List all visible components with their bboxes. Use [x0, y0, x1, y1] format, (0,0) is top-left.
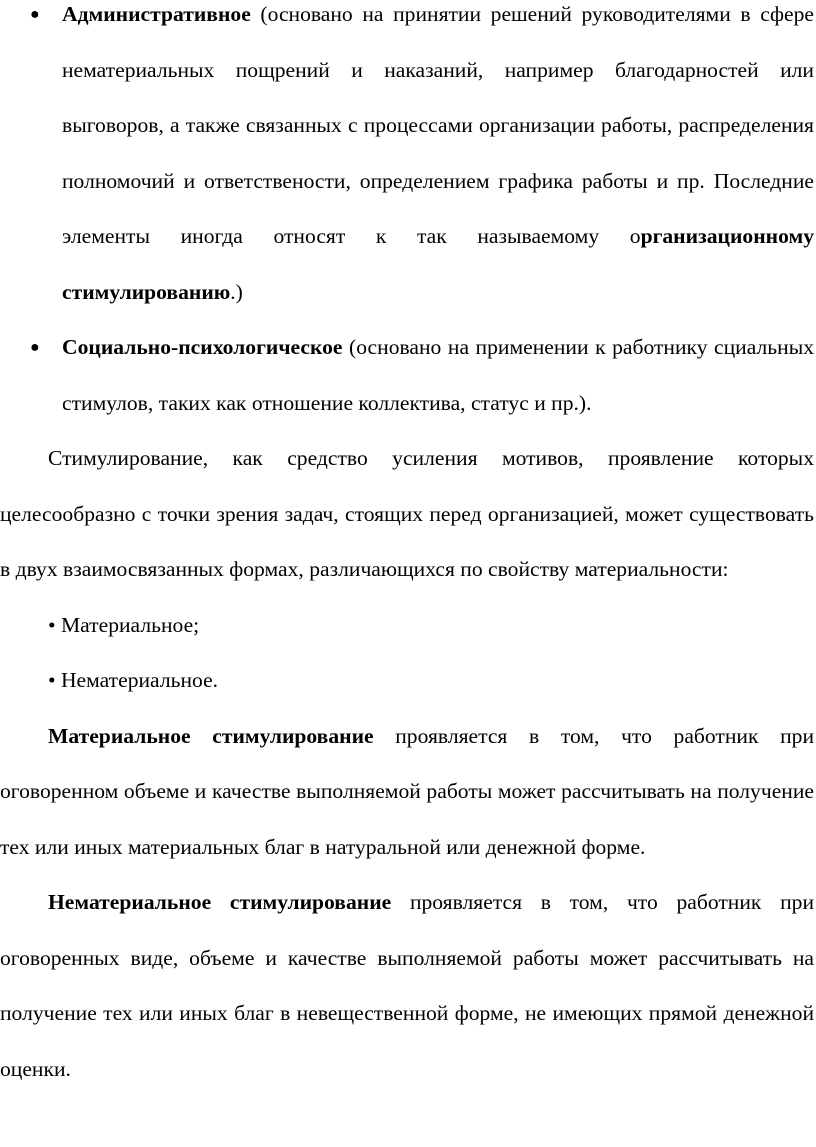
term-material: Материальное стимулирование — [48, 723, 374, 748]
term-organizational: рганизационному стимулированию — [62, 224, 814, 304]
list-item-administrative — [0, 0, 814, 320]
bullet-icon: ● — [30, 6, 40, 23]
paragraph-nonmaterial — [0, 875, 814, 1097]
bullet-icon: ● — [30, 339, 40, 356]
term-administrative: Административное — [62, 2, 251, 26]
list-item-text: (основано на применении к работнику сциальных стимулов, таких как отношение коллектива, статус и пр.). — [62, 335, 814, 415]
term-social: Социально-психологическое — [62, 335, 343, 359]
paragraph-stimulation: Стимулирование, как средство усиления мотивов, проявление которых целесообразно с точки зрения задач, стоящих перед организацией, может существовать в двух взаимосвязанных формах, различающихся по свойству материальности: — [0, 446, 814, 581]
form-material: • Материальное; — [48, 612, 200, 637]
form-nonmaterial: • Нематериальное. — [48, 668, 219, 692]
paragraph-text: проявляется в том, что работник при оговоренном объеме и качестве выполняемой работы может рассчитывать на получение тех или иных материальных благ в натуральной или денежной форме. — [0, 723, 814, 859]
list-item-text: (основано на принятии решений руководителями в сфере нематериальных пощрений и наказаний, например благодарностей или выговоров, а также связанных с процессами организации работы, распределения полномочий и ответствености, определением графика работы и пр. Последние элементы иногда относят к так называемому о — [62, 2, 814, 248]
list-item-social — [0, 320, 814, 431]
term-nonmaterial: Нематериальное стимулирование — [48, 890, 392, 914]
list-item-tail: .) — [230, 279, 243, 304]
paragraph-material — [0, 709, 814, 876]
stimulation-types-list — [0, 0, 814, 431]
paragraph-text: проявляется в том, что работник при оговоренных виде, объеме и качестве выполняемой работы может рассчитывать на получение тех или иных благ в невещественной форме, не имеющих прямой денежной оценки. — [0, 890, 814, 1081]
